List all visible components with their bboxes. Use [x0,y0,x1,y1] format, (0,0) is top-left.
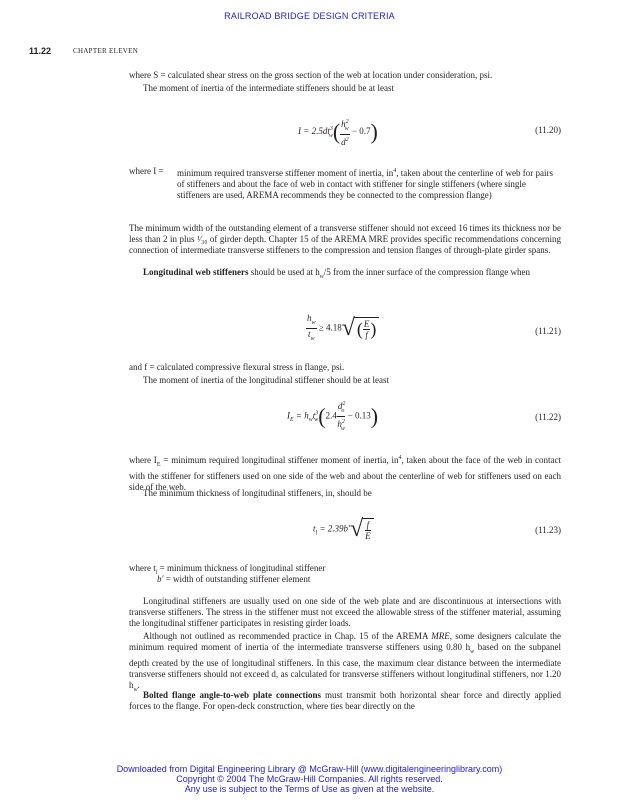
equation-11-23: $t_l = 2.39b'√$ $\frac{f}{E}$ [313,516,374,543]
paragraph-min-thickness: The minimum thickness of longitudinal stiffeners, in, should be [143,488,372,498]
paragraph-bolted-flange: Bolted flange angle-to-web plate connections must transmit both horizontal shear force and directly applied forces to the flange. For open-deck construction, where ties bear directly on the [129,690,561,711]
paragraph-although: Although not outlined as recommended practice in Chap. 15 of the AREMA MRE, some designers calculate the minimum required moment of inertia of the intermediate transverse stiffeners using 0.80 $h_w$ based on the subpanel depth created by the use of longitudinal stiffeners. In this case, the maximum clear distance between the intermediate transverse stiffeners should not exceed d, as calculated for transverse stiffeners without longitudinal stiffeners, nor 1.20 $h_w$. [129,631,561,693]
eq2-mid: ≥ 4.18 [318,322,342,333]
chapter-label: CHAPTER ELEVEN [73,47,139,55]
page-number: 11.22 [29,46,52,56]
eq1-lhs: I = 2.5dt [298,125,330,136]
paragraph-longitudinal-usage: Longitudinal stiffeners are usually used on one side of the web plate and are discontinuous at intersections with transverse stiffeners. The stress in the stiffener must not exceed the allowable stress of the stiffener material, assuming the longitudinal stiffener participates in resisting girder loads. [129,596,561,628]
equation-11-21: $\frac{h_w}{t_w}$ ≥ 4.18√ ( $\frac{E}{f}$ ) [306,313,379,344]
running-header: RAILROAD BRIDGE DESIGN CRITERIA [224,11,395,21]
where-I-label: where I = [129,166,164,176]
equation-number-11-21: (11.21) [535,326,561,336]
where-I-definition: minimum required transverse stiffener moment of inertia, $in^4$, taken about the centerline of web for pairs of stiffeners and about the face of web in contact with stiffener for single stiffeners (where single stiffeners are used, AREMA recommends they be connected to the compression flange) [177,168,553,200]
heading-longitudinal-web-stiffeners: Longitudinal web stiffeners [143,267,249,277]
equation-11-22: $I_E = h_wt^3_w(2.4$ $\frac{d^2_o}{h^2_w}$ − 0.13) [287,401,379,432]
paragraph-moment-longitudinal: The moment of inertia of the longitudinal stiffener should be at least [143,375,390,385]
footer-copyright: Copyright © 2004 The McGraw-Hill Companies. All rights reserved. [176,774,443,784]
paragraph-moment-intermediate: The moment of inertia of the intermediate stiffeners should be at least [143,83,395,93]
eq1-fraction: $\frac{h^2_w}{d^2}$ [341,119,349,147]
equation-11-20: $I = 2.5dt^3_w$( $\frac{h^2_w}{d^2}$ − 0.7) [298,118,378,147]
equation-number-11-20: (11.20) [535,125,561,135]
where-tl-definition: where $t_l$ = minimum thickness of longitudinal stiffener [129,563,326,576]
paragraph-where-s: where S = calculated shear stress on the gross section of the web at location under consideration, psi. [129,70,493,80]
footer-terms-link[interactable]: Any use is subject to the Terms of Use as given at the website. [184,784,435,794]
footer-download-link[interactable]: Downloaded from Digital Engineering Library @ McGraw-Hill (www.digitalengineeringlibrary.com) [116,764,503,774]
where-b-definition: b′ = width of outstanding stiffener element [157,574,311,584]
heading-bolted-flange: Bolted flange angle-to-web plate connections [143,690,322,700]
eq1-den: d [341,136,346,147]
paragraph-minimum-width: The minimum width of the outstanding element of a transverse stiffener should not exceed 16 times its thickness nor be less than 2 in plus ¹⁄₃₀ of girder depth. Chapter 15 of the AREMA MRE provides specific recommendations concerning connection of intermediate transverse stiffeners to the compression and tension flanges of through-plate girder spans. [129,223,561,255]
paragraph-where-IE: where $I_E$ = minimum required longitudinal stiffener moment of inertia, $in^4$, taken about the face of the web in contact with the stiffener for stiffeners used on one side of the web and about the centerline of web for stiffeners used on each side of the web. [129,455,561,492]
eq1-tail: − 0.7 [351,125,371,136]
equation-number-11-23: (11.23) [535,525,561,535]
eq1-sup: 3 [329,125,333,132]
paragraph-longitudinal-web-stiffeners: Longitudinal web stiffeners should be used at $h_w/5$ from the inner surface of the compression flange when [143,267,530,280]
paragraph-and-f: and f = calculated compressive flexural stress in flange, psi. [129,362,345,372]
eq1-sub: w [328,132,333,139]
equation-number-11-22: (11.22) [535,412,561,422]
eq1-num: h [341,119,346,129]
